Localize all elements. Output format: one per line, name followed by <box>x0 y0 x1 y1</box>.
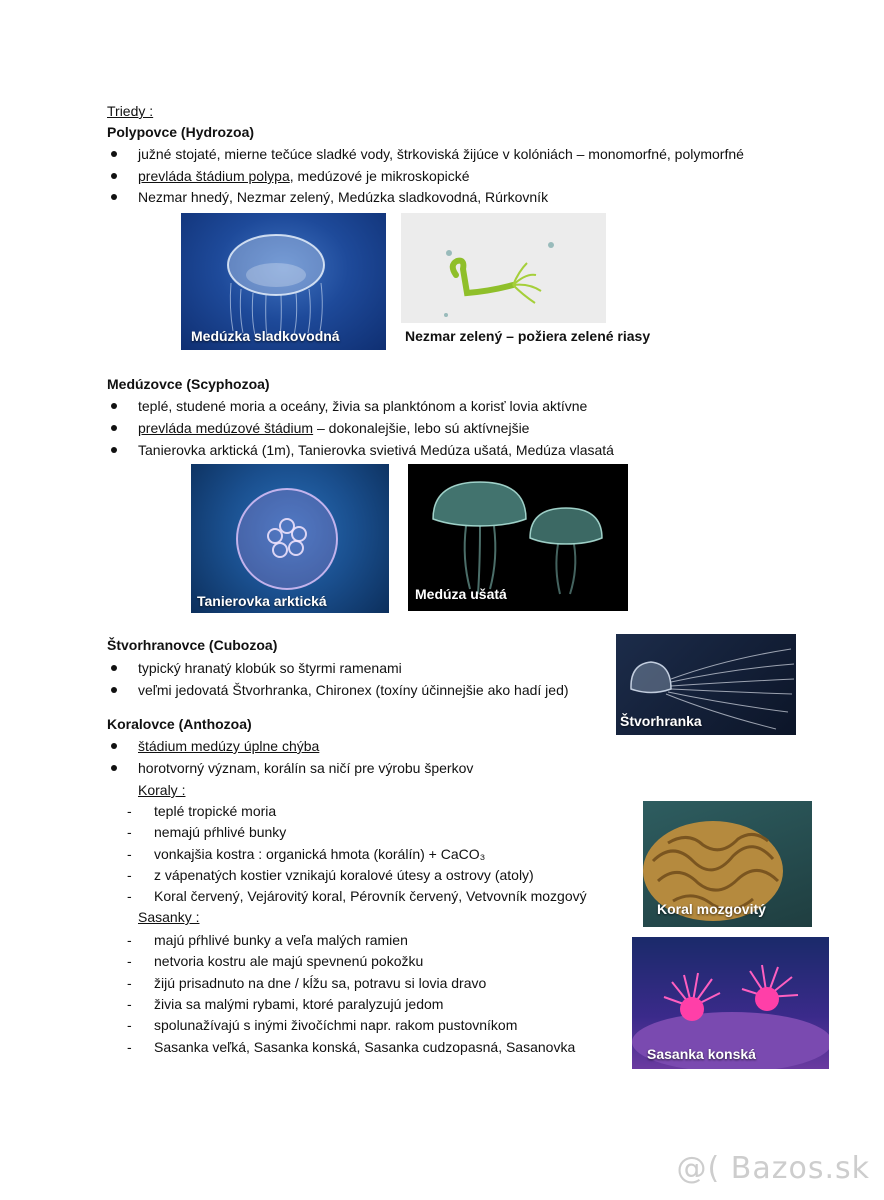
moon-jelly-illustration <box>191 464 389 613</box>
moon-jelly-caption: Medúza ušatá <box>415 586 507 602</box>
scyphozoa-bullet-2 <box>138 419 529 437</box>
sea-anemone-photo <box>632 937 829 1069</box>
dash-marker: - <box>127 824 132 841</box>
dash-marker: - <box>127 888 132 905</box>
cubozoa-bullet-1: typický hranatý klobúk so štyrmi ramenami <box>138 660 402 676</box>
anemones-item: žijú prisadnuto na dne / kĺžu sa, potravu si lovia dravo <box>154 974 487 991</box>
green-hydra-photo <box>401 213 606 323</box>
dash-marker: - <box>127 845 132 862</box>
hydrozoa-bullet-2-rest: , medúzové je mikroskopické <box>289 168 470 184</box>
corals-label: Koraly : <box>138 782 186 798</box>
freshwater-jellyfish-caption: Medúzka sladkovodná <box>191 328 340 344</box>
corals-item: z vápenatých kostier vznikajú koralové útesy a ostrovy (atoly) <box>154 866 534 883</box>
dash-marker: - <box>127 995 132 1012</box>
cubozoa-bullet-2: veľmi jedovatá Štvorhranka, Chironex (toxíny účinnejšie ako hadí jed) <box>138 682 569 698</box>
anemones-item: živia sa malými rybami, ktoré paralyzujú jedom <box>154 995 444 1012</box>
bullet-icon <box>111 447 117 453</box>
corals-item: Koral červený, Vejárovitý koral, Pérovník červený, Vetvovník mozgový <box>154 888 587 905</box>
green-hydra-caption: Nezmar zelený – požiera zelené riasy <box>405 328 651 344</box>
dash-marker: - <box>127 1038 132 1055</box>
bullet-icon <box>111 151 117 157</box>
lions-mane-photo <box>191 464 389 613</box>
scyphozoa-bullet-2-rest: – dokonalejšie, lebo sú aktívnejšie <box>313 420 530 436</box>
hydrozoa-title: Polypovce (Hydrozoa) <box>107 124 255 140</box>
anemones-item: netvoria kostru ale majú spevnenú pokožku <box>154 953 424 970</box>
anemones-item: spolunažívajú s inými živočíchmi napr. rakom pustovníkom <box>154 1017 518 1034</box>
sea-anemone-caption: Sasanka konská <box>647 1046 756 1062</box>
scyphozoa-bullet-1: teplé, studené moria a oceány, živia sa planktónom a korisť lovia aktívne <box>138 398 588 414</box>
corals-item: nemajú pŕhlivé bunky <box>154 824 287 841</box>
bullet-icon <box>111 687 117 693</box>
box-jellyfish-photo <box>616 634 796 735</box>
anthozoa-bullet-2: horotvorný význam, korálín sa ničí pre výrobu šperkov <box>138 760 474 776</box>
hydrozoa-underlined: prevláda štádium polypa <box>138 168 290 184</box>
hydrozoa-bullet-3: Nezmar hnedý, Nezmar zelený, Medúzka sladkovodná, Rúrkovník <box>138 189 549 205</box>
dash-marker: - <box>127 866 132 883</box>
watermark: @( Bazos.sk <box>676 1151 870 1186</box>
dash-marker: - <box>127 953 132 970</box>
hydrozoa-bullet-1: južné stojaté, mierne tečúce sladké vody, štrkoviská žijúce v kolóniách – monomorfné, polymorfné <box>138 146 744 162</box>
scyphozoa-underlined: prevláda medúzové štádium <box>138 420 314 436</box>
dash-marker: - <box>127 932 132 948</box>
anemones-item: majú pŕhlivé bunky a veľa malých ramien <box>154 932 408 948</box>
box-jellyfish-caption: Štvorhranka <box>620 713 702 729</box>
brain-coral-photo <box>643 801 812 927</box>
bullet-icon <box>111 194 117 200</box>
hydra-illustration <box>401 213 606 323</box>
corals-item: teplé tropické moria <box>154 803 277 819</box>
bullet-icon <box>111 425 117 431</box>
moon-jelly-photo <box>408 464 628 611</box>
corals-item: vonkajšia kostra : organická hmota (korálín) + CaCO₃ <box>154 845 486 862</box>
anemones-label: Sasanky : <box>138 909 200 925</box>
anthozoa-title: Koralovce (Anthozoa) <box>107 716 252 732</box>
anemones-item: Sasanka veľká, Sasanka konská, Sasanka cudzopasná, Sasanovka <box>154 1038 576 1055</box>
dash-marker: - <box>127 1017 132 1034</box>
scyphozoa-title: Medúzovce (Scyphozoa) <box>107 376 270 392</box>
hydrozoa-bullet-2 <box>138 167 470 185</box>
page-heading: Triedy : <box>107 103 154 119</box>
bullet-icon <box>111 173 117 179</box>
anthozoa-bullet-1: štádium medúzy úplne chýba <box>138 738 320 754</box>
bullet-icon <box>111 765 117 771</box>
dash-marker: - <box>127 803 132 819</box>
lions-mane-caption: Tanierovka arktická <box>197 593 327 609</box>
dash-marker: - <box>127 974 132 991</box>
cubozoa-title: Štvorhranovce (Cubozoa) <box>107 637 278 653</box>
bullet-icon <box>111 665 117 671</box>
bullet-icon <box>111 403 117 409</box>
bullet-icon <box>111 743 117 749</box>
brain-coral-caption: Koral mozgovitý <box>657 901 766 917</box>
scyphozoa-bullet-3: Tanierovka arktická (1m), Tanierovka svietivá Medúza ušatá, Medúza vlasatá <box>138 442 614 458</box>
freshwater-jellyfish-photo <box>181 213 386 350</box>
